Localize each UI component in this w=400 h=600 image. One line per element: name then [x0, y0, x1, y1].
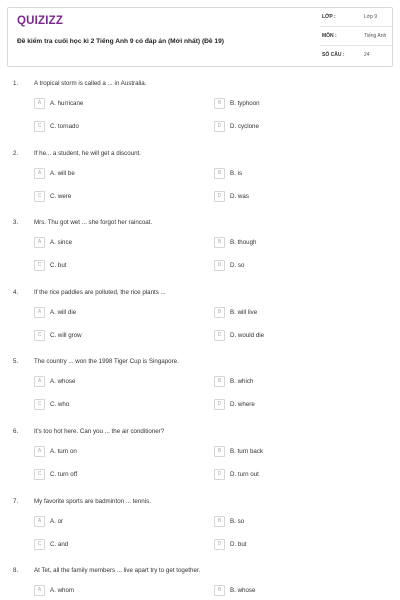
option-letter-box: D [214, 330, 225, 341]
option-text: D. was [230, 192, 249, 200]
option-text: B. which [230, 378, 254, 386]
answer-option[interactable] [34, 399, 184, 411]
answer-option[interactable] [34, 168, 184, 180]
option-text: C. but [50, 262, 67, 270]
worksheet-meta [320, 8, 393, 66]
option-text: A. whom [50, 587, 75, 595]
option-text: B. so [230, 517, 245, 525]
option-text: D. cyclone [230, 123, 259, 130]
question-number: 4. [13, 288, 19, 296]
answer-option[interactable] [34, 539, 184, 551]
question-text: The country ... won the 1998 Tiger Cup is Singapore. [34, 358, 179, 366]
quizizz-logo: QUIZIZZ [17, 15, 64, 27]
option-text: D. but [230, 540, 247, 548]
answer-option[interactable] [34, 98, 184, 110]
answer-option[interactable] [34, 307, 184, 319]
option-letter-box: A [34, 516, 45, 527]
option-text: C. who [50, 401, 70, 409]
worksheet-header [7, 7, 393, 67]
answer-option[interactable] [214, 376, 364, 388]
option-letter-box: A [34, 376, 45, 387]
question-text: My favorite sports are badminton ... tennis. [34, 497, 151, 505]
option-text: B. whose [230, 587, 256, 595]
meta-value: Tiếng Anh [364, 33, 387, 39]
answer-option[interactable] [34, 376, 184, 388]
answer-option[interactable] [214, 585, 364, 597]
question-number: 5. [13, 358, 19, 366]
answer-option[interactable] [34, 237, 184, 249]
option-letter-box: D [214, 539, 225, 550]
option-letter-box: B [214, 98, 225, 109]
answer-option[interactable] [214, 260, 364, 272]
option-text: A. turn on [50, 448, 77, 455]
option-text: B. turn back [230, 448, 264, 455]
option-text: B. is [230, 169, 243, 177]
meta-row-class [320, 8, 393, 27]
option-letter-box: B [214, 237, 225, 248]
answer-option[interactable] [34, 260, 184, 272]
option-text: D. turn out [230, 471, 259, 478]
question-item [0, 285, 400, 355]
question-text: At Tet, all the family members ... live apart try to get together. [34, 567, 201, 575]
option-letter-box: B [214, 376, 225, 387]
question-item [0, 215, 400, 285]
option-letter-box: A [34, 98, 45, 109]
option-letter-box: C [34, 399, 45, 410]
option-text: C. turn off [50, 471, 78, 478]
answer-option[interactable] [214, 191, 364, 203]
option-letter-box: C [34, 260, 45, 271]
option-text: D. so [230, 262, 245, 270]
option-text: C. were [50, 192, 72, 200]
option-letter-box: A [34, 585, 45, 596]
answer-option[interactable] [214, 539, 364, 551]
option-letter-box: B [214, 446, 225, 457]
answer-option[interactable] [34, 191, 184, 203]
option-letter-box: D [214, 191, 225, 202]
answer-option[interactable] [34, 469, 184, 481]
option-text: B. will live [230, 308, 258, 316]
question-item [0, 563, 400, 600]
question-item [0, 146, 400, 216]
meta-value: 24 [364, 52, 370, 58]
option-text: C. and [50, 540, 69, 548]
answer-option[interactable] [214, 399, 364, 411]
answer-option[interactable] [214, 469, 364, 481]
option-letter-box: B [214, 585, 225, 596]
question-item [0, 424, 400, 494]
option-letter-box: A [34, 446, 45, 457]
question-text: Mrs. Thu got wet ... she forgot her raincoat. [34, 219, 153, 227]
option-text: A. or [50, 517, 64, 525]
option-text: B. typhoon [230, 100, 260, 107]
answer-option[interactable] [34, 330, 184, 342]
answer-option[interactable] [34, 121, 184, 133]
option-text: D. where [230, 401, 255, 409]
question-number: 6. [13, 428, 19, 435]
answer-option[interactable] [214, 98, 364, 110]
answer-option[interactable] [214, 168, 364, 180]
option-text: C. will grow [50, 331, 82, 339]
option-letter-box: A [34, 168, 45, 179]
meta-label: LỚP : [322, 14, 336, 20]
answer-option[interactable] [34, 446, 184, 458]
question-text: It's too hot here. Can you ... the air conditioner? [34, 428, 165, 435]
option-text: A. whose [50, 378, 76, 386]
meta-label: MÔN : [322, 33, 337, 39]
option-letter-box: B [214, 168, 225, 179]
meta-label: SỐ CÂU : [322, 52, 345, 58]
option-letter-box: C [34, 191, 45, 202]
document-title: Đề kiểm tra cuối học kì 2 Tiếng Anh 9 có đáp án (Mới nhất) (Đề 19) [17, 38, 224, 45]
option-letter-box: C [34, 539, 45, 550]
question-item [0, 494, 400, 564]
option-letter-box: D [214, 469, 225, 480]
option-text: A. hurricane [50, 100, 84, 107]
answer-option[interactable] [214, 237, 364, 249]
answer-option[interactable] [214, 446, 364, 458]
option-letter-box: C [34, 469, 45, 480]
answer-option[interactable] [214, 330, 364, 342]
question-text: A tropical storm is called a ... in Australia. [34, 80, 147, 87]
option-letter-box: D [214, 121, 225, 132]
answer-option[interactable] [214, 121, 364, 133]
option-text: A. since [50, 239, 73, 247]
answer-option[interactable] [214, 307, 364, 319]
answer-option[interactable] [214, 516, 364, 528]
option-text: A. will die [50, 308, 77, 316]
answer-option[interactable] [34, 516, 184, 528]
option-letter-box: D [214, 260, 225, 271]
question-number: 1. [13, 80, 19, 87]
option-letter-box: A [34, 237, 45, 248]
question-number: 7. [13, 497, 19, 505]
question-text: If the rice paddies are polluted, the rice plants ... [34, 288, 166, 296]
answer-option[interactable] [34, 585, 184, 597]
question-item [0, 354, 400, 424]
option-letter-box: C [34, 121, 45, 132]
meta-value: Lớp 9 [364, 14, 378, 20]
option-letter-box: A [34, 307, 45, 318]
meta-row-subject [320, 27, 393, 46]
question-number: 8. [13, 567, 19, 575]
question-number: 3. [13, 219, 19, 227]
question-item [0, 76, 400, 146]
option-text: D. would die [230, 331, 265, 339]
option-letter-box: B [214, 516, 225, 527]
option-text: C. tornado [50, 123, 79, 130]
meta-row-count [320, 46, 393, 65]
question-text: If he... a student, he will get a discount. [34, 149, 141, 157]
option-text: A. will be [50, 169, 75, 177]
option-letter-box: C [34, 330, 45, 341]
option-letter-box: B [214, 307, 225, 318]
option-letter-box: D [214, 399, 225, 410]
question-number: 2. [13, 149, 19, 157]
option-text: B. though [230, 239, 257, 247]
